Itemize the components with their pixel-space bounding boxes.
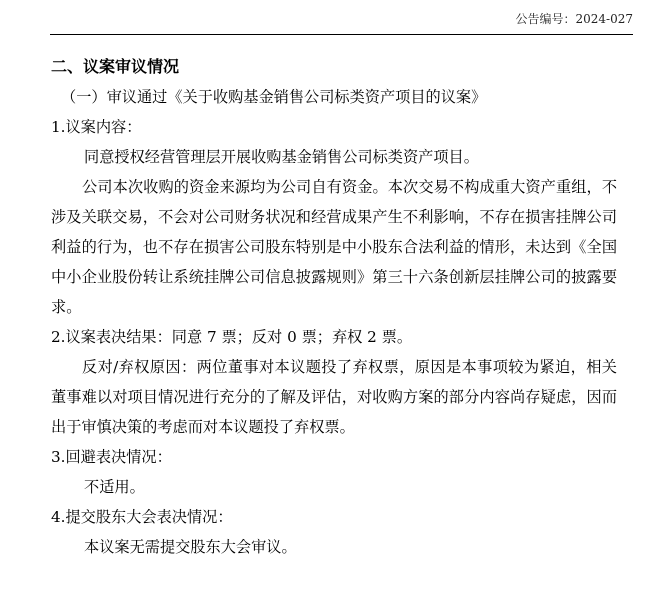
item-paragraph: 反对/弃权原因：两位董事对本议题投了弃权票，原因是本事项较为紧迫，相关董事难以对项目情况进行充分的了解及评估，对收购方案的部分内容尚存疑虑，因而出于审慎决策的考虑而对本议题投了弃权票。 bbox=[51, 358, 617, 436]
item-paragraph: 不适用。 bbox=[84, 478, 145, 496]
motion-title: （一）审议通过《关于收购基金销售公司标类资产项目的议案》 bbox=[61, 88, 487, 106]
item-heading-shareholder-meeting: 4.提交股东大会表决情况： bbox=[51, 508, 233, 526]
header-divider bbox=[50, 34, 633, 35]
announcement-number: 公告编号：2024-027 bbox=[515, 12, 633, 26]
section-title: 二、议案审议情况 bbox=[51, 57, 180, 76]
item-paragraph: 本议案无需提交股东大会审议。 bbox=[84, 538, 297, 556]
item-heading-vote-result: 2.议案表决结果：同意 7 票；反对 0 票；弃权 2 票。 bbox=[51, 328, 413, 346]
item-heading-content: 1.议案内容： bbox=[51, 118, 142, 136]
item-paragraph: 同意授权经营管理层开展收购基金销售公司标类资产项目。 bbox=[84, 148, 479, 166]
item-paragraph: 公司本次收购的资金来源均为公司自有资金。本次交易不构成重大资产重组，不涉及关联交易，不会对公司财务状况和经营成果产生不利影响，不存在损害挂牌公司利益的行为，也不存在损害公司股东特别是中小股东合法利益的情形，未达到《全国中小企业股份转让系统挂牌公司信息披露规则》第三十六条创新层挂牌公司的披露要求。 bbox=[51, 178, 617, 316]
item-heading-recusal: 3.回避表决情况： bbox=[51, 448, 172, 466]
document-body bbox=[51, 52, 617, 562]
